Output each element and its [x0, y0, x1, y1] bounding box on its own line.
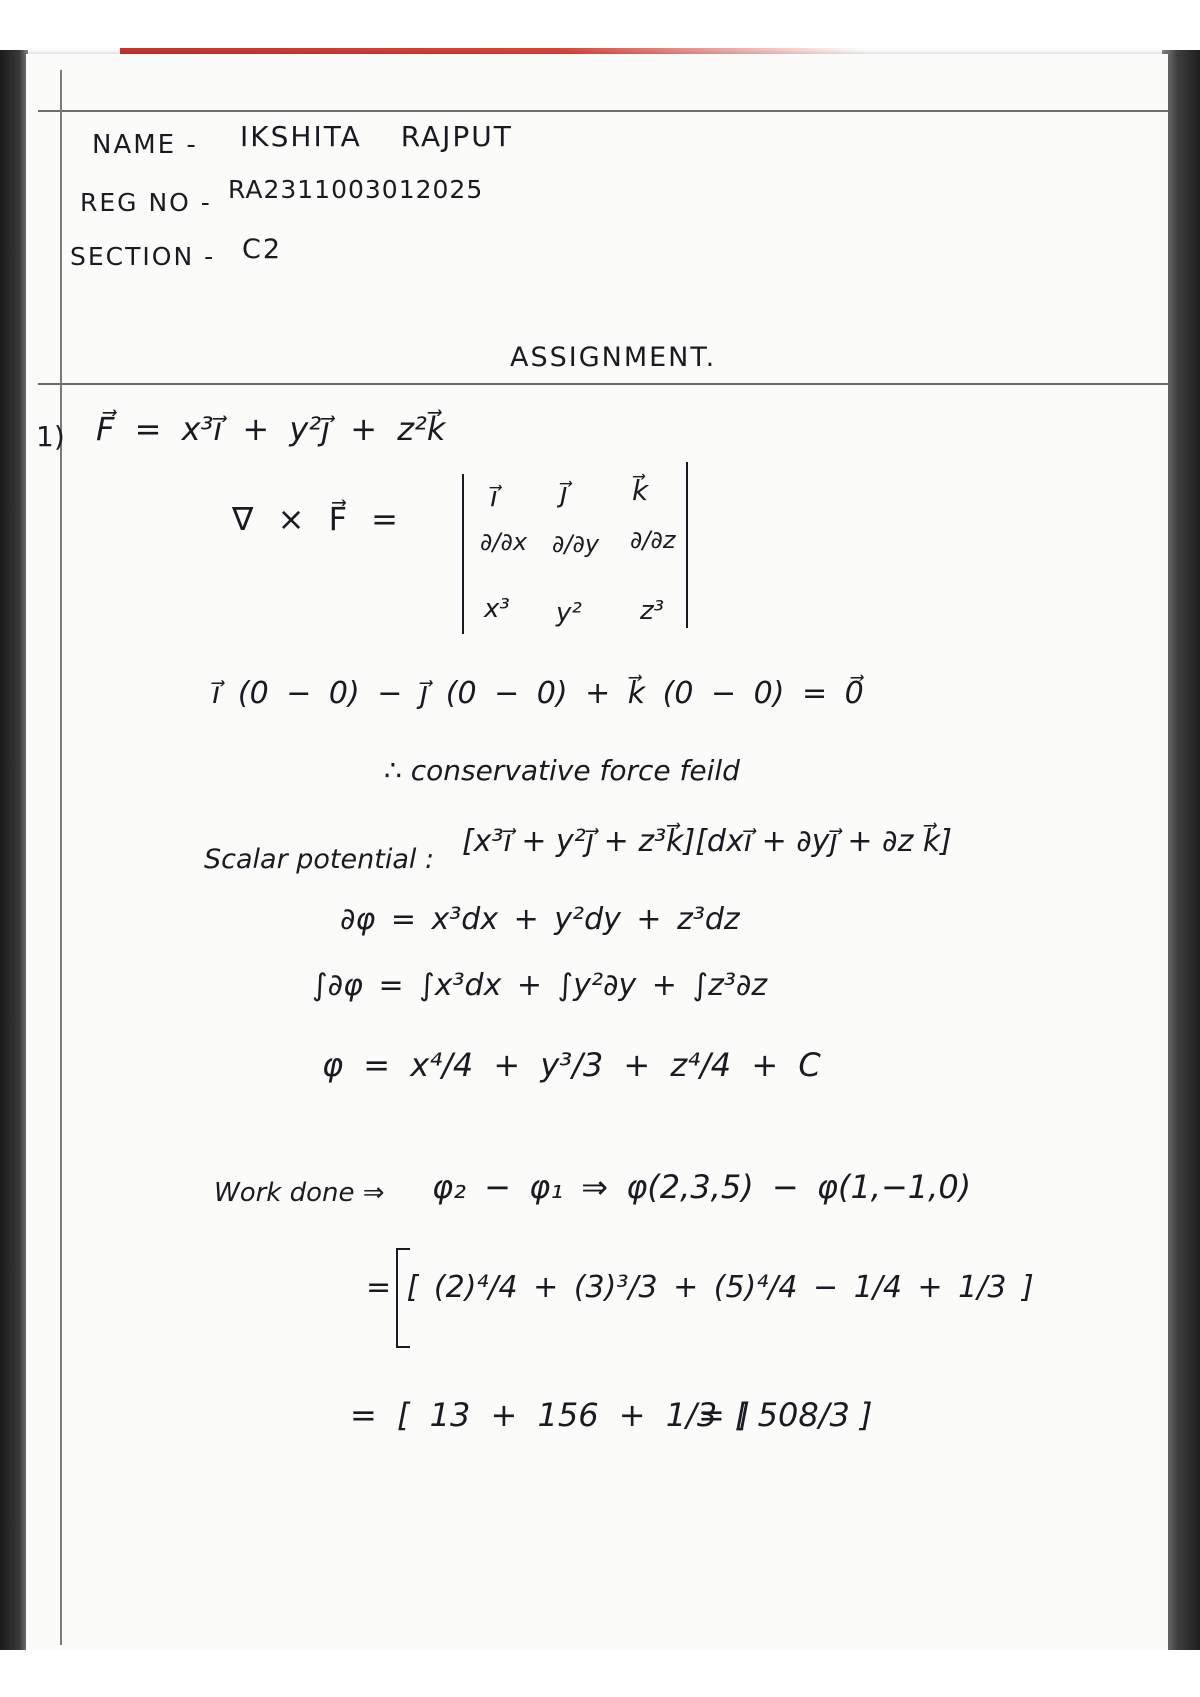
title-divider-rule — [38, 383, 1168, 385]
det-r3c1: x³ — [484, 594, 510, 624]
scalar-potential-label: Scalar potential : — [204, 844, 435, 875]
reg-no-value: RA2311003012025 — [228, 175, 484, 204]
det-r1c2: j⃗ — [560, 476, 568, 509]
section-value: C2 — [242, 234, 283, 265]
name-value: IKSHITA RAJPUT — [240, 120, 513, 153]
section-label: SECTION - — [70, 242, 216, 271]
differential-step: ∂φ = x³dx + y²dy + z³dz — [340, 902, 740, 937]
vector-field-equation: F⃗ = x³i⃗ + y²j⃗ + z²k⃗ — [96, 410, 446, 448]
work-step1: = [ (2)⁴/4 + (3)³/3 + (5)⁴/4 − 1/4 + 1/3 ] — [366, 1270, 1034, 1305]
det-r1c1: i⃗ — [490, 480, 498, 513]
conservative-conclusion: ∴ conservative force feild — [384, 754, 740, 787]
scalar-potential-expression: [x³i⃗ + y²j⃗ + z³k⃗][dxi⃗ + ∂yj⃗ + ∂z k⃗] — [462, 824, 952, 859]
det-r2c3: ∂/∂z — [630, 526, 676, 554]
potential-function: φ = x⁴/4 + y³/3 + z⁴/4 + C — [322, 1046, 821, 1084]
determinant-left-bar — [462, 474, 464, 634]
photo-left-edge — [0, 50, 28, 1650]
name-label: NAME - — [92, 130, 198, 160]
det-r3c2: y² — [556, 598, 582, 628]
photo-top-background — [0, 0, 1200, 50]
page-title: ASSIGNMENT. — [510, 342, 717, 373]
work-done-label: Work done ⇒ — [214, 1178, 385, 1208]
page-left-margin-rule — [60, 70, 62, 1645]
det-r1c3: k⃗ — [632, 474, 649, 507]
det-r2c1: ∂/∂x — [480, 528, 528, 556]
curl-lhs: ∇ × F⃗ = — [232, 500, 398, 538]
determinant-right-bar — [686, 462, 688, 628]
curl-result: i⃗ (0 − 0) − j⃗ (0 − 0) + k⃗ (0 − 0) = 0⃗ — [212, 676, 864, 711]
page-top-rule — [38, 110, 1168, 112]
work-step2: = [ 13 + 156 + 1/3 ] — [350, 1396, 750, 1434]
problem-number: 1) — [36, 420, 65, 453]
integral-step: ∫∂φ = ∫x³dx + ∫y²∂y + ∫z³∂z — [312, 968, 768, 1003]
det-r3c3: z³ — [640, 596, 665, 626]
det-r2c2: ∂/∂y — [552, 530, 600, 558]
work-done-expression: φ₂ − φ₁ ⇒ φ(2,3,5) − φ(1,−1,0) — [432, 1168, 972, 1206]
photo-bottom-background — [26, 1650, 1200, 1697]
work-final-result: = [ 508/3 ] — [698, 1396, 873, 1434]
reg-no-label: REG NO - — [80, 188, 212, 217]
